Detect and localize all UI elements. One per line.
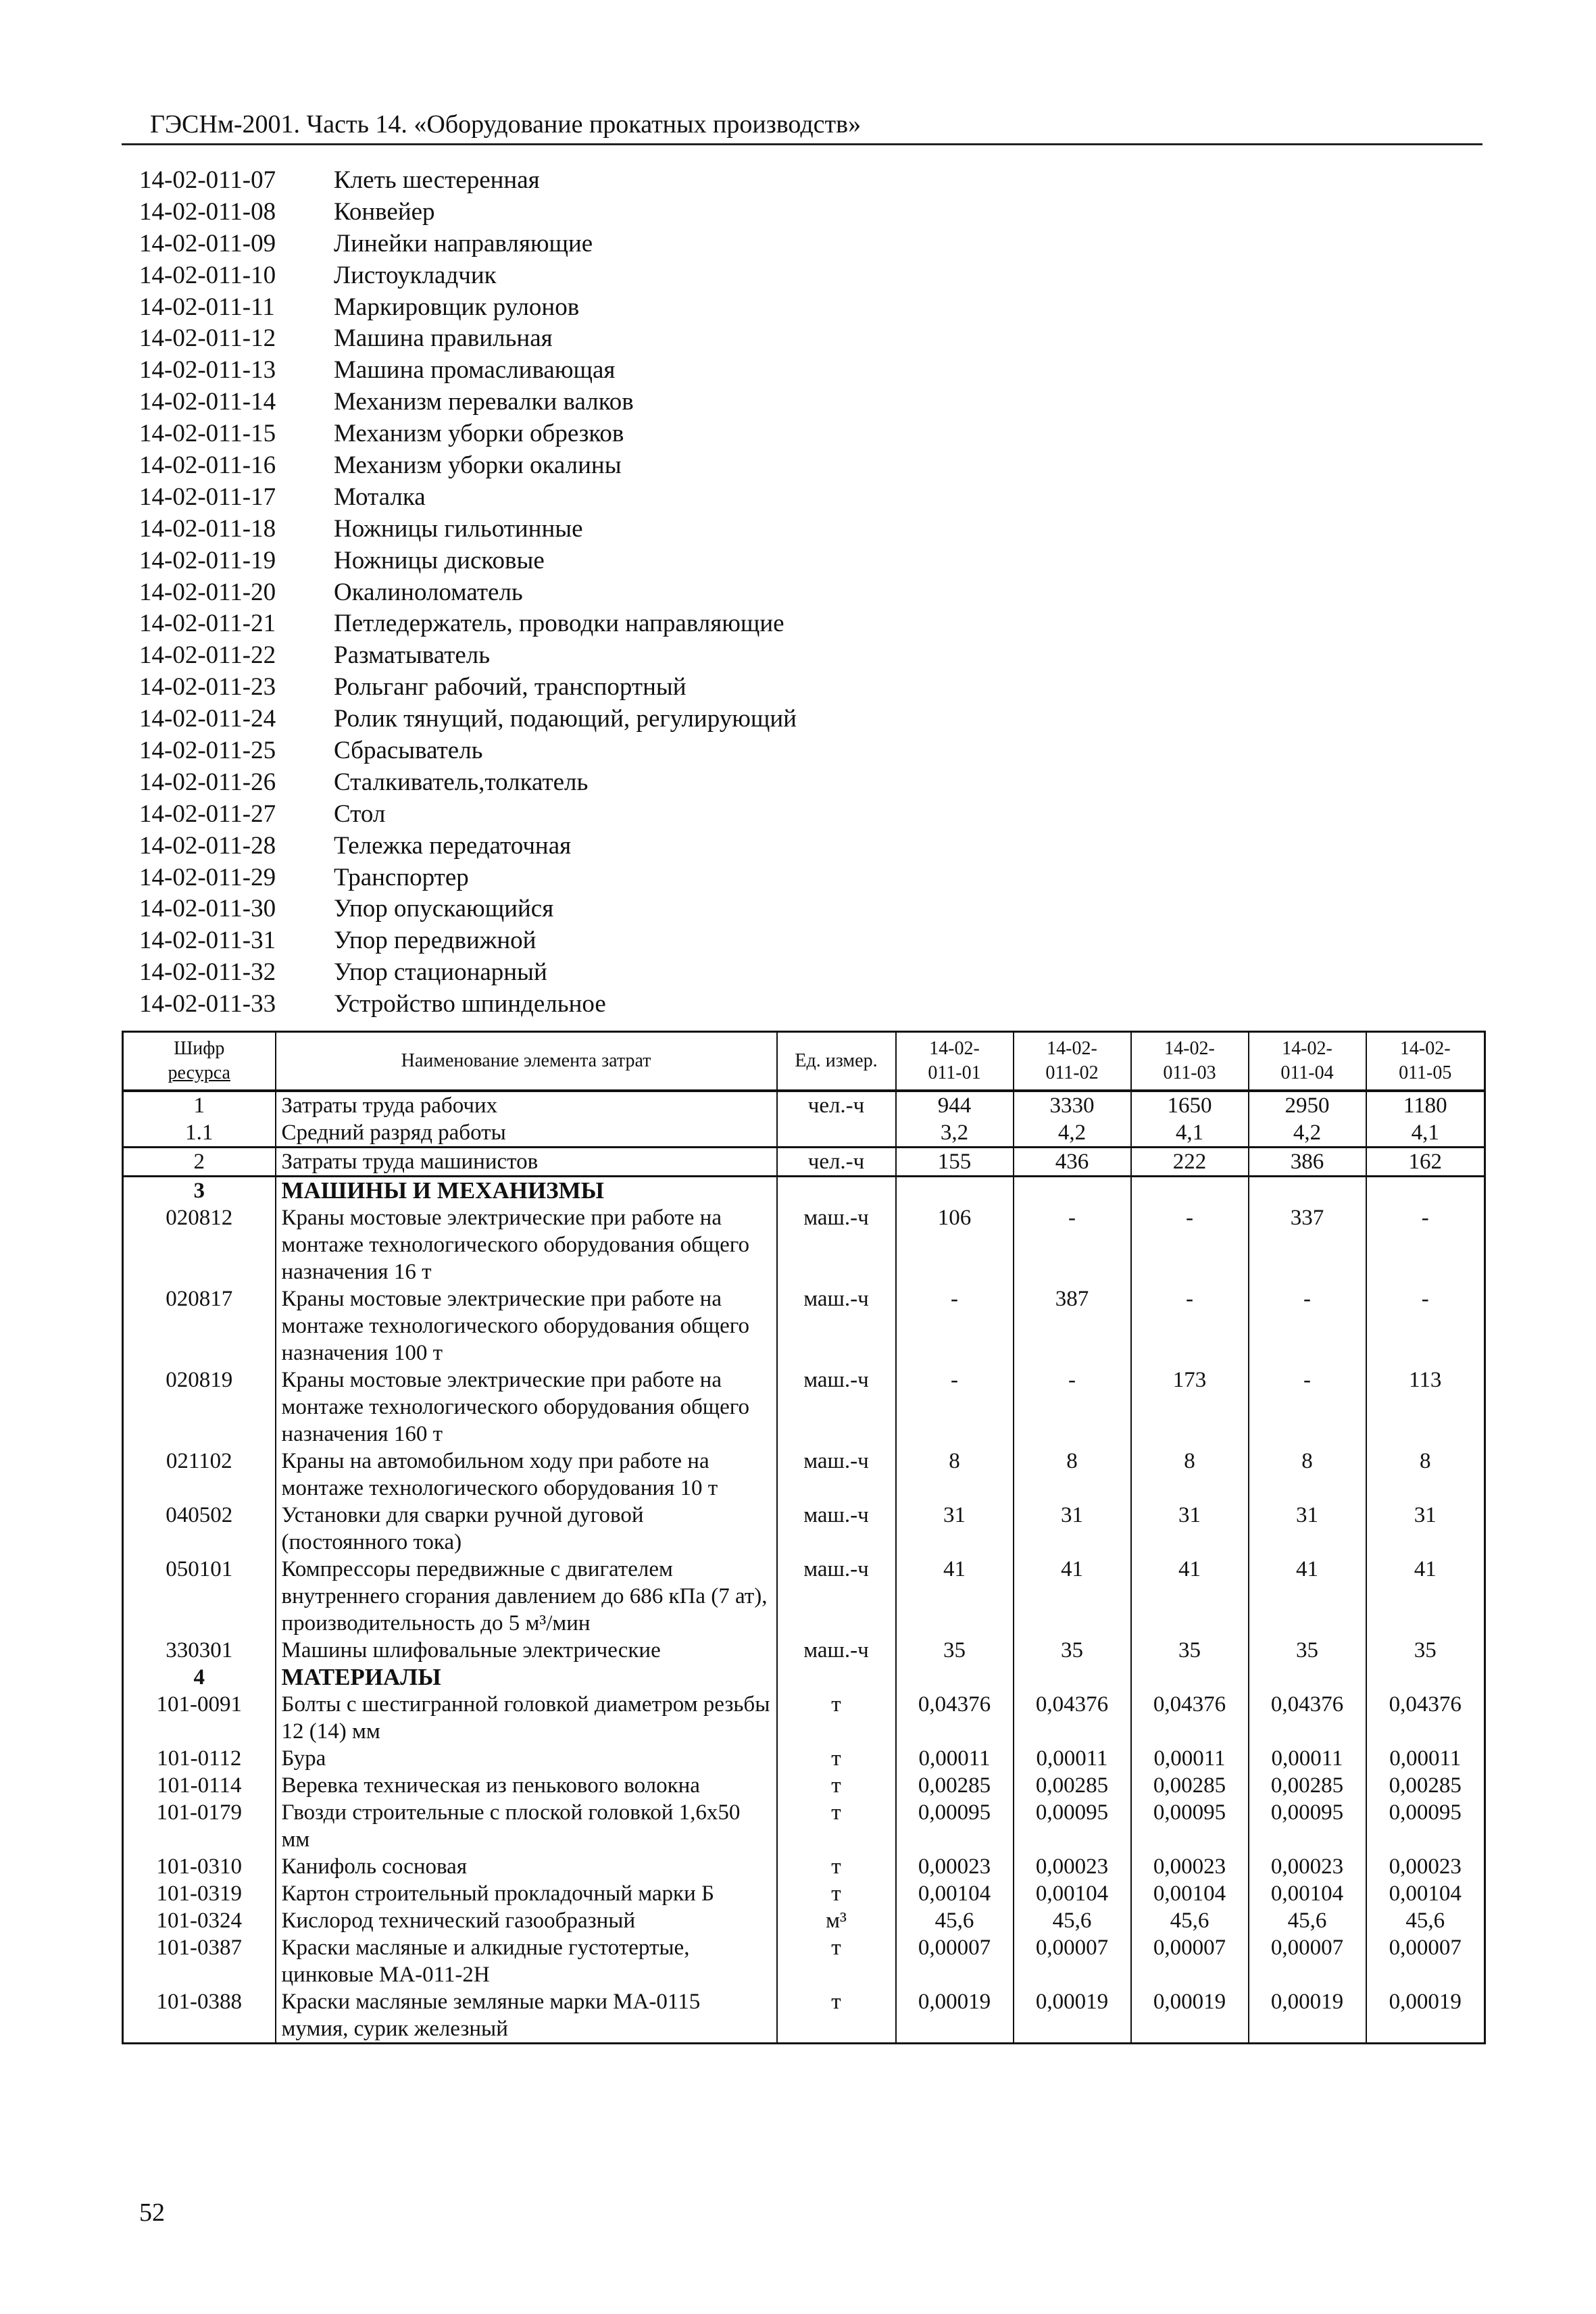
cell-unit: т: [777, 1880, 896, 1907]
cell-value: 3,2: [896, 1119, 1014, 1148]
item-code: 14-02-011-27: [139, 799, 276, 828]
cell-value: 0,00011: [1249, 1745, 1366, 1772]
cell-value: 1180: [1366, 1091, 1485, 1119]
list-item: [139, 767, 797, 799]
cell-value: 0,00104: [896, 1880, 1014, 1907]
header-col-2: [1014, 1032, 1131, 1091]
item-code: 14-02-011-07: [139, 166, 276, 194]
table-row: [123, 1367, 1485, 1448]
cell-value: [1249, 1177, 1366, 1205]
item-code: 14-02-011-29: [139, 863, 276, 891]
header-col-3-line2: 011-03: [1163, 1062, 1216, 1083]
cell-value: 0,00023: [896, 1853, 1014, 1880]
cell-value: 113: [1366, 1367, 1485, 1448]
cell-value: 155: [896, 1148, 1014, 1177]
cell-value: 0,00019: [1131, 1988, 1249, 2044]
cell-value: 31: [1366, 1502, 1485, 1556]
cell-unit: т: [777, 1772, 896, 1799]
header-code-line1: Шифр: [174, 1038, 225, 1059]
table-row: [123, 1177, 1485, 1205]
cell-value: 41: [1131, 1556, 1249, 1637]
cell-value: 45,6: [896, 1907, 1014, 1934]
cell-unit: т: [777, 1691, 896, 1745]
cell-code: 020819: [123, 1367, 276, 1448]
cell-unit: чел.-ч: [777, 1091, 896, 1119]
cell-value: 35: [1014, 1637, 1131, 1664]
cell-unit: т: [777, 1988, 896, 2044]
cell-value: 387: [1014, 1285, 1131, 1367]
header-col-2-line2: 011-02: [1045, 1062, 1099, 1083]
item-name: Упор опускающийся: [334, 895, 554, 923]
cell-value: 0,00104: [1131, 1880, 1249, 1907]
cell-code: 101-0091: [123, 1691, 276, 1745]
item-name: Конвейер: [334, 197, 435, 226]
cell-value: 35: [1131, 1637, 1249, 1664]
cell-value: 0,00019: [896, 1988, 1014, 2044]
cell-code: 101-0179: [123, 1799, 276, 1853]
cell-name: Веревка техническая из пенькового волокна: [276, 1772, 777, 1799]
table-row: [123, 1934, 1485, 1988]
cell-unit: т: [777, 1799, 896, 1853]
cell-code: 020817: [123, 1285, 276, 1367]
list-item: [139, 323, 797, 355]
table-row: [123, 1119, 1485, 1148]
cell-value: 0,00104: [1249, 1880, 1366, 1907]
cell-name: Машины шлифовальные электрические: [276, 1637, 777, 1664]
header-code-line2: ресурса: [168, 1062, 230, 1083]
cell-value: [896, 1177, 1014, 1205]
table-row: [123, 1772, 1485, 1799]
item-code: 14-02-011-21: [139, 610, 276, 638]
cell-code: 020812: [123, 1204, 276, 1285]
cell-value: 0,04376: [896, 1691, 1014, 1745]
cell-value: 45,6: [1249, 1907, 1366, 1934]
item-code: 14-02-011-30: [139, 895, 276, 923]
list-item: [139, 514, 797, 545]
cell-value: 0,00007: [1366, 1934, 1485, 1988]
cell-unit: [777, 1664, 896, 1691]
header-rule: [122, 143, 1482, 145]
item-name: Машина правильная: [334, 324, 553, 353]
cell-value: 0,00095: [1131, 1799, 1249, 1853]
cell-value: -: [1131, 1285, 1249, 1367]
cell-unit: чел.-ч: [777, 1148, 896, 1177]
item-list: [139, 165, 797, 1020]
table-row: [123, 1691, 1485, 1745]
cell-code: 101-0114: [123, 1772, 276, 1799]
cell-value: 31: [896, 1502, 1014, 1556]
cell-value: 0,00023: [1249, 1853, 1366, 1880]
cell-value: 8: [1366, 1448, 1485, 1502]
list-item: [139, 831, 797, 862]
item-code: 14-02-011-13: [139, 356, 276, 385]
cell-code: 330301: [123, 1637, 276, 1664]
cell-name: Затраты труда рабочих: [276, 1091, 777, 1119]
cell-value: [1131, 1177, 1249, 1205]
table-row: [123, 1853, 1485, 1880]
list-item: [139, 893, 797, 925]
item-name: Маркировщик рулонов: [334, 293, 580, 321]
cell-name: Затраты труда машинистов: [276, 1148, 777, 1177]
cell-code: 101-0324: [123, 1907, 276, 1934]
list-item: [139, 957, 797, 989]
item-code: 14-02-011-08: [139, 197, 276, 226]
cell-value: -: [1249, 1367, 1366, 1448]
cell-unit: [777, 1119, 896, 1148]
cell-value: 41: [1014, 1556, 1131, 1637]
item-name: Транспортер: [334, 863, 469, 891]
item-name: Петледержатель, проводки направляющие: [334, 610, 784, 638]
item-code: 14-02-011-12: [139, 324, 276, 353]
cell-unit: м³: [777, 1907, 896, 1934]
cell-value: [1366, 1177, 1485, 1205]
cell-code: 101-0319: [123, 1880, 276, 1907]
cell-value: 0,00007: [1249, 1934, 1366, 1988]
header-col-1-line2: 011-01: [928, 1062, 981, 1083]
cell-value: 0,00285: [896, 1772, 1014, 1799]
header-col-4: [1249, 1032, 1366, 1091]
cell-value: 2950: [1249, 1091, 1366, 1119]
cell-value: 0,00007: [896, 1934, 1014, 1988]
cell-value: 35: [1249, 1637, 1366, 1664]
table-row: [123, 1907, 1485, 1934]
item-code: 14-02-011-15: [139, 420, 276, 448]
cell-value: 0,04376: [1366, 1691, 1485, 1745]
item-code: 14-02-011-17: [139, 483, 276, 511]
list-item: [139, 799, 797, 831]
cell-name: Средний разряд работы: [276, 1119, 777, 1148]
cell-value: 0,04376: [1131, 1691, 1249, 1745]
item-code: 14-02-011-32: [139, 958, 276, 987]
item-code: 14-02-011-14: [139, 388, 276, 416]
item-name: Моталка: [334, 483, 426, 511]
item-code: 14-02-011-19: [139, 546, 276, 574]
item-name: Тележка передаточная: [334, 831, 572, 860]
list-item: [139, 735, 797, 767]
cell-name: Кислород технический газообразный: [276, 1907, 777, 1934]
cell-code: 101-0310: [123, 1853, 276, 1880]
header-col-5-line2: 011-05: [1399, 1062, 1452, 1083]
cell-value: 0,00285: [1131, 1772, 1249, 1799]
cell-unit: маш.-ч: [777, 1637, 896, 1664]
page-number: 52: [139, 2198, 165, 2227]
cell-code: 040502: [123, 1502, 276, 1556]
header-col-5-line1: 14-02-: [1399, 1038, 1451, 1059]
cell-code: 2: [123, 1148, 276, 1177]
list-item: [139, 260, 797, 292]
cell-value: [1014, 1177, 1131, 1205]
cell-value: 41: [896, 1556, 1014, 1637]
cell-value: 35: [896, 1637, 1014, 1664]
cell-code: 101-0387: [123, 1934, 276, 1988]
cell-value: 0,00104: [1366, 1880, 1485, 1907]
item-code: 14-02-011-28: [139, 831, 276, 860]
cell-value: 0,00007: [1131, 1934, 1249, 1988]
list-item: [139, 545, 797, 577]
table-row: [123, 1799, 1485, 1853]
list-item: [139, 989, 797, 1020]
header-col-5: [1366, 1032, 1485, 1091]
header-col-1: [896, 1032, 1014, 1091]
cell-value: 386: [1249, 1148, 1366, 1177]
list-item: [139, 165, 797, 197]
item-name: Ножницы дисковые: [334, 546, 545, 574]
item-code: 14-02-011-33: [139, 990, 276, 1018]
cell-value: 162: [1366, 1148, 1485, 1177]
cell-code: 4: [123, 1664, 276, 1691]
table-row: [123, 1988, 1485, 2044]
cell-value: 0,00104: [1014, 1880, 1131, 1907]
cell-value: 0,00285: [1014, 1772, 1131, 1799]
cell-value: 4,1: [1366, 1119, 1485, 1148]
item-code: 14-02-011-18: [139, 514, 276, 543]
cell-value: 35: [1366, 1637, 1485, 1664]
cell-value: 31: [1249, 1502, 1366, 1556]
item-name: Листоукладчик: [334, 261, 497, 289]
cell-value: 31: [1131, 1502, 1249, 1556]
cell-value: [896, 1664, 1014, 1691]
header-col-3: [1131, 1032, 1249, 1091]
cell-value: 222: [1131, 1148, 1249, 1177]
item-name: Устройство шпиндельное: [334, 990, 606, 1018]
cell-name: Краны мостовые электрические при работе на монтаже технологического оборудования общего назначения 100 т: [276, 1285, 777, 1367]
cell-code: 101-0388: [123, 1988, 276, 2044]
item-code: 14-02-011-16: [139, 451, 276, 480]
list-item: [139, 704, 797, 735]
cell-value: 8: [896, 1448, 1014, 1502]
cell-name: Краски масляные земляные марки МА-0115 мумия, сурик железный: [276, 1988, 777, 2044]
item-name: Механизм уборки окалины: [334, 451, 622, 480]
header-col-1-line1: 14-02-: [929, 1038, 980, 1059]
list-item: [139, 925, 797, 957]
cell-value: -: [1249, 1285, 1366, 1367]
cell-value: 4,2: [1249, 1119, 1366, 1148]
list-item: [139, 355, 797, 387]
cell-name: Болты с шестигранной головкой диаметром резьбы 12 (14) мм: [276, 1691, 777, 1745]
item-name: Линейки направляющие: [334, 229, 593, 257]
cell-name: Краны на автомобильном ходу при работе на монтаже технологического оборудования 10 т: [276, 1448, 777, 1502]
cell-name: Канифоль сосновая: [276, 1853, 777, 1880]
item-code: 14-02-011-26: [139, 768, 276, 796]
cell-unit: маш.-ч: [777, 1367, 896, 1448]
cell-unit: маш.-ч: [777, 1448, 896, 1502]
list-item: [139, 482, 797, 514]
cell-value: 0,00011: [896, 1745, 1014, 1772]
cell-name: Гвозди строительные с плоской головкой 1,6x50 мм: [276, 1799, 777, 1853]
item-name: Клеть шестеренная: [334, 166, 540, 194]
table-row: [123, 1448, 1485, 1502]
cell-value: -: [1366, 1285, 1485, 1367]
item-name: Разматыватель: [334, 641, 491, 670]
cell-value: 41: [1249, 1556, 1366, 1637]
cell-code: 101-0112: [123, 1745, 276, 1772]
header-col-4-line2: 011-04: [1280, 1062, 1334, 1083]
table-header-row: [123, 1032, 1485, 1091]
item-name: Ножницы гильотинные: [334, 514, 583, 543]
cell-code: 021102: [123, 1448, 276, 1502]
cell-value: -: [1014, 1367, 1131, 1448]
cell-unit: маш.-ч: [777, 1285, 896, 1367]
cell-value: 45,6: [1366, 1907, 1485, 1934]
cell-value: 0,00023: [1131, 1853, 1249, 1880]
table-row: [123, 1556, 1485, 1637]
list-item: [139, 577, 797, 609]
cell-code: 1.1: [123, 1119, 276, 1148]
list-item: [139, 197, 797, 228]
cell-unit: т: [777, 1853, 896, 1880]
cell-value: 436: [1014, 1148, 1131, 1177]
table-row: [123, 1091, 1485, 1119]
cell-value: 4,1: [1131, 1119, 1249, 1148]
cell-unit: [777, 1177, 896, 1205]
cell-name: Установки для сварки ручной дуговой (постоянного тока): [276, 1502, 777, 1556]
cell-name: Картон строительный прокладочный марки Б: [276, 1880, 777, 1907]
item-name: Ролик тянущий, подающий, регулирующий: [334, 705, 797, 733]
item-name: Упор стационарный: [334, 958, 547, 987]
cell-value: [1014, 1664, 1131, 1691]
cell-value: -: [896, 1285, 1014, 1367]
item-code: 14-02-011-22: [139, 641, 276, 670]
cell-name: Краски масляные и алкидные густотертые, цинковые МА-011-2Н: [276, 1934, 777, 1988]
page-header: ГЭСНм-2001. Часть 14. «Оборудование прокатных производств»: [150, 110, 862, 139]
cell-value: 0,00285: [1366, 1772, 1485, 1799]
resource-table: [122, 1031, 1486, 2044]
cell-value: -: [1014, 1204, 1131, 1285]
table-row: [123, 1502, 1485, 1556]
cell-code: 1: [123, 1091, 276, 1119]
list-item: [139, 608, 797, 640]
table-row: [123, 1745, 1485, 1772]
item-name: Упор передвижной: [334, 927, 537, 955]
cell-value: 0,00023: [1014, 1853, 1131, 1880]
list-item: [139, 640, 797, 672]
item-code: 14-02-011-09: [139, 229, 276, 257]
list-item: [139, 292, 797, 324]
cell-value: 106: [896, 1204, 1014, 1285]
header-col-2-line1: 14-02-: [1047, 1038, 1097, 1059]
cell-name: Бура: [276, 1745, 777, 1772]
table-row: [123, 1637, 1485, 1664]
list-item: [139, 387, 797, 418]
cell-name: Компрессоры передвижные с двигателем внутреннего сгорания давлением до 686 кПа (7 ат), производительность до 5 м³/мин: [276, 1556, 777, 1637]
item-name: Окалиноломатель: [334, 578, 523, 606]
cell-value: 45,6: [1131, 1907, 1249, 1934]
item-name: Сталкиватель,толкатель: [334, 768, 589, 796]
cell-code: 050101: [123, 1556, 276, 1637]
cell-value: 0,00011: [1131, 1745, 1249, 1772]
list-item: [139, 672, 797, 704]
cell-value: 31: [1014, 1502, 1131, 1556]
cell-value: [1131, 1664, 1249, 1691]
cell-value: 0,00011: [1014, 1745, 1131, 1772]
cell-value: 0,00023: [1366, 1853, 1485, 1880]
header-col-4-line1: 14-02-: [1282, 1038, 1332, 1059]
item-code: 14-02-011-10: [139, 261, 276, 289]
item-name: Механизм перевалки валков: [334, 388, 634, 416]
cell-value: 8: [1131, 1448, 1249, 1502]
cell-value: 0,00095: [1014, 1799, 1131, 1853]
cell-value: -: [1366, 1204, 1485, 1285]
cell-code: 3: [123, 1177, 276, 1205]
cell-value: 0,00007: [1014, 1934, 1131, 1988]
cell-value: 0,00019: [1014, 1988, 1131, 2044]
cell-unit: т: [777, 1934, 896, 1988]
cell-value: 0,00019: [1366, 1988, 1485, 2044]
list-item: [139, 418, 797, 450]
header-name: Наименование элемента затрат: [276, 1032, 777, 1091]
item-code: 14-02-011-25: [139, 737, 276, 765]
cell-value: 0,00019: [1249, 1988, 1366, 2044]
header-col-3-line1: 14-02-: [1164, 1038, 1215, 1059]
item-name: Сбрасыватель: [334, 737, 483, 765]
cell-value: -: [896, 1367, 1014, 1448]
table-row: [123, 1204, 1485, 1285]
cell-value: 0,04376: [1014, 1691, 1131, 1745]
header-unit: Ед. измер.: [777, 1032, 896, 1091]
cell-value: 0,00011: [1366, 1745, 1485, 1772]
item-code: 14-02-011-31: [139, 927, 276, 955]
cell-value: 4,2: [1014, 1119, 1131, 1148]
cell-unit: т: [777, 1745, 896, 1772]
cell-unit: маш.-ч: [777, 1502, 896, 1556]
cell-name: Краны мостовые электрические при работе на монтаже технологического оборудования общего назначения 16 т: [276, 1204, 777, 1285]
cell-value: 0,00285: [1249, 1772, 1366, 1799]
table-row: [123, 1285, 1485, 1367]
cell-value: -: [1131, 1204, 1249, 1285]
item-code: 14-02-011-24: [139, 705, 276, 733]
cell-value: 1650: [1131, 1091, 1249, 1119]
cell-value: 8: [1249, 1448, 1366, 1502]
cell-value: 0,00095: [1366, 1799, 1485, 1853]
cell-value: 41: [1366, 1556, 1485, 1637]
table-row: [123, 1664, 1485, 1691]
list-item: [139, 228, 797, 260]
cell-value: 0,04376: [1249, 1691, 1366, 1745]
cell-value: [1249, 1664, 1366, 1691]
cell-name: Краны мостовые электрические при работе на монтаже технологического оборудования общего назначения 160 т: [276, 1367, 777, 1448]
item-name: Механизм уборки обрезков: [334, 420, 624, 448]
cell-value: 173: [1131, 1367, 1249, 1448]
item-name: Машина промасливающая: [334, 356, 616, 385]
cell-value: [1366, 1664, 1485, 1691]
item-code: 14-02-011-11: [139, 293, 275, 321]
cell-value: 337: [1249, 1204, 1366, 1285]
table-row: [123, 1148, 1485, 1177]
header-code: [123, 1032, 276, 1091]
cell-unit: маш.-ч: [777, 1556, 896, 1637]
item-code: 14-02-011-23: [139, 673, 276, 701]
item-code: 14-02-011-20: [139, 578, 276, 606]
cell-value: 8: [1014, 1448, 1131, 1502]
cell-value: 0,00095: [896, 1799, 1014, 1853]
cell-name: МАТЕРИАЛЫ: [276, 1664, 777, 1691]
cell-value: 944: [896, 1091, 1014, 1119]
cell-unit: маш.-ч: [777, 1204, 896, 1285]
list-item: [139, 450, 797, 482]
item-name: Стол: [334, 799, 386, 828]
table-row: [123, 1880, 1485, 1907]
cell-value: 3330: [1014, 1091, 1131, 1119]
list-item: [139, 862, 797, 894]
cell-value: 45,6: [1014, 1907, 1131, 1934]
cell-name: МАШИНЫ И МЕХАНИЗМЫ: [276, 1177, 777, 1205]
item-name: Рольганг рабочий, транспортный: [334, 673, 687, 701]
cell-value: 0,00095: [1249, 1799, 1366, 1853]
